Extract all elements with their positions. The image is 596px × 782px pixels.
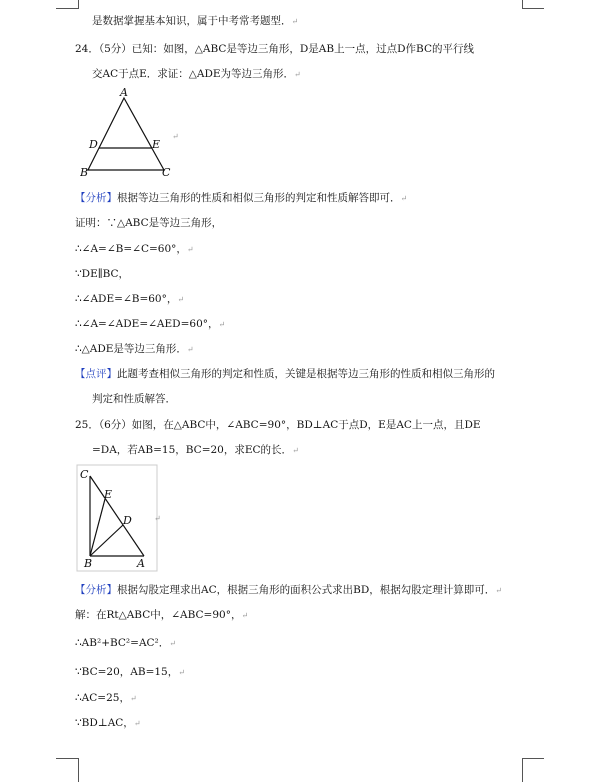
proof-line: ∴△ADE是等边三角形．↵ bbox=[75, 343, 194, 355]
question-25-line: 25．（6分）如图，在△ABC中，∠ABC=90°，BD⊥AC于点D，E是AC上一点，且DE bbox=[75, 419, 481, 431]
question-25-line: =DA，若AB=15，BC=20，求EC的长．↵ bbox=[92, 444, 299, 456]
fig1-label-a: A bbox=[120, 86, 128, 99]
fig1-label-c: C bbox=[162, 166, 171, 178]
fig2-para-mark: ↵ bbox=[154, 514, 161, 523]
analysis-line: 【分析】根据勾股定理求出AC，根据三角形的面积公式求出BD，根据勾股定理计算即可．↵ bbox=[75, 584, 502, 596]
solution-line: 解：在Rt△ABC中，∠ABC=90°，↵ bbox=[75, 609, 249, 621]
proof-line: ∴∠A=∠ADE=∠AED=60°，↵ bbox=[75, 318, 226, 330]
analysis-line: 【分析】根据等边三角形的性质和相似三角形的判定和性质解答即可．↵ bbox=[75, 192, 408, 204]
crop-mark-top-left-h bbox=[56, 8, 78, 9]
fig1-label-e: E bbox=[152, 138, 161, 151]
figure-equilateral-triangle bbox=[80, 86, 180, 178]
doc-line: 交AC于点E．求证：△ADE为等边三角形．↵ bbox=[92, 68, 301, 80]
fig2-label-e: E bbox=[104, 488, 113, 501]
proof-line: ∴∠A=∠B=∠C=60°，↵ bbox=[75, 243, 194, 255]
solution-line: ∴AC=25，↵ bbox=[75, 692, 137, 704]
proof-line: ∵DE∥BC， bbox=[75, 268, 130, 280]
proof-line: ∴∠ADE=∠B=60°，↵ bbox=[75, 293, 185, 305]
solution-line: ∵BD⊥AC，↵ bbox=[75, 717, 141, 729]
fig2-label-d: D bbox=[123, 514, 132, 527]
crop-mark-top-right-v bbox=[522, 0, 523, 9]
crop-mark-bottom-left-h bbox=[56, 758, 78, 759]
crop-mark-bottom-left-v bbox=[78, 758, 79, 782]
fig2-label-b: B bbox=[84, 557, 93, 570]
comment-line: 【点评】此题考查相似三角形的判定和性质，关键是根据等边三角形的性质和相似三角形的 bbox=[75, 368, 495, 380]
fig2-label-c: C bbox=[80, 468, 89, 481]
comment-line: 判定和性质解答． bbox=[92, 393, 176, 405]
fig1-para-mark: ↵ bbox=[172, 132, 179, 141]
crop-mark-top-right-h bbox=[522, 8, 544, 9]
solution-line: ∴AB²+BC²=AC²．↵ bbox=[75, 637, 176, 649]
crop-mark-bottom-right-v bbox=[522, 758, 523, 782]
crop-mark-bottom-right-h bbox=[522, 758, 544, 759]
doc-line: 是数据掌握基本知识，属于中考常考题型．↵ bbox=[92, 15, 299, 27]
fig2-label-a: A bbox=[137, 557, 145, 570]
solution-line: ∵BC=20，AB=15，↵ bbox=[75, 666, 185, 678]
figure-right-triangle bbox=[76, 464, 158, 572]
proof-line: 证明：∵△ABC是等边三角形， bbox=[75, 217, 223, 229]
question-24-line: 24．（5分）已知：如图，△ABC是等边三角形，D是AB上一点，过点D作BC的平行线 bbox=[75, 43, 474, 55]
crop-mark-top-left-v bbox=[78, 0, 79, 9]
fig1-label-b: B bbox=[80, 166, 89, 178]
fig1-label-d: D bbox=[89, 138, 98, 151]
